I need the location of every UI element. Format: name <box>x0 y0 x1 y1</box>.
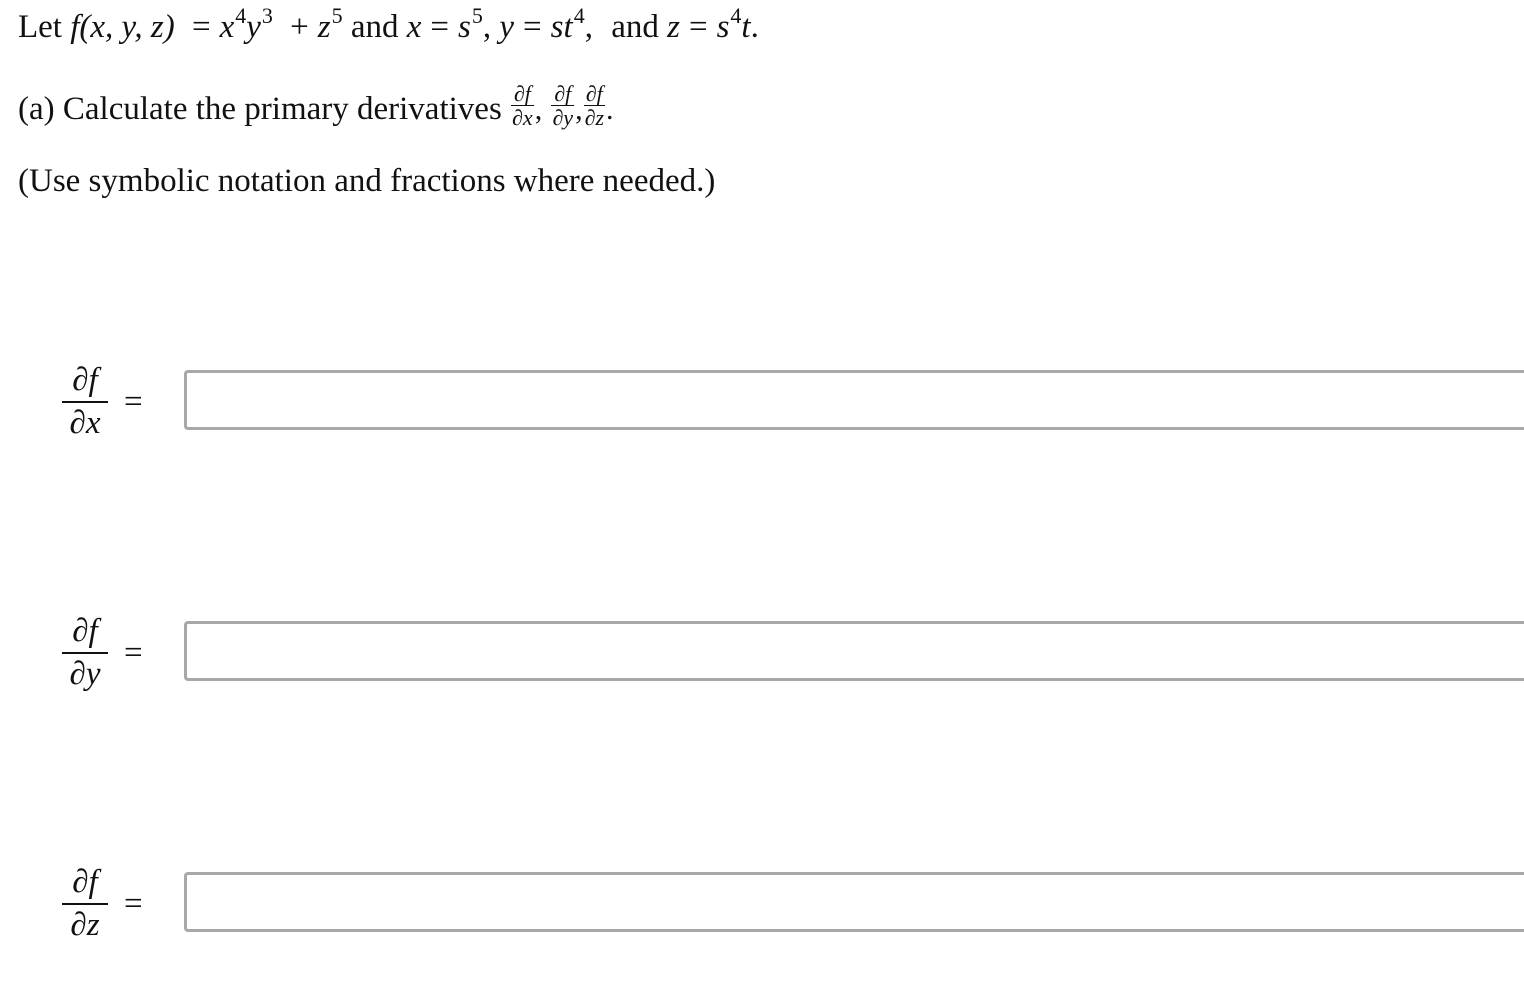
and-word-1: and <box>350 9 399 45</box>
answer-row-dy <box>62 613 1524 692</box>
exponent-z: 5 <box>331 3 343 28</box>
part-a-instruction <box>18 81 614 135</box>
derivative-denominator: ∂x <box>69 405 101 441</box>
fraction-denominator: ∂z <box>584 105 605 131</box>
answer-input-dy[interactable] <box>184 621 1524 681</box>
equals-sign-x: = <box>430 9 450 45</box>
answer-input-dz[interactable] <box>184 872 1524 932</box>
plus-sign: + <box>290 9 309 45</box>
term-x: x <box>219 9 235 45</box>
derivative-denominator: ∂z <box>70 907 100 943</box>
answer-row-dz <box>62 864 1524 943</box>
fraction-bar <box>62 652 108 654</box>
exponent-x: 4 <box>235 3 247 28</box>
inline-fraction-dy <box>551 82 574 129</box>
derivative-numerator: ∂f <box>72 613 98 649</box>
and-word-2: and <box>611 9 659 45</box>
var-y: y <box>499 9 515 45</box>
derivative-denominator: ∂y <box>69 656 101 692</box>
exponent-y: 3 <box>261 3 273 28</box>
let-word: Let <box>18 9 62 45</box>
fraction-comma-2: , <box>575 92 583 126</box>
answer-row-dx <box>62 362 1524 441</box>
fraction-comma-1: , <box>534 92 543 126</box>
var-x: x <box>406 9 422 45</box>
term-y: y <box>246 9 261 45</box>
fraction-period: . <box>606 92 614 126</box>
equals-sign: = <box>191 9 211 45</box>
period-1: . <box>750 9 759 45</box>
sub-t: t <box>741 9 751 45</box>
notation-hint: (Use symbolic notation and fractions where needed.) <box>18 163 716 199</box>
equals-sign-y: = <box>523 9 542 45</box>
derivative-numerator: ∂f <box>72 362 98 398</box>
fraction-numerator: ∂f <box>513 81 531 106</box>
sub-s2: s <box>716 9 730 45</box>
inline-fraction-dx <box>511 82 534 129</box>
derivative-label-dz <box>62 866 108 942</box>
sub-st: st <box>550 9 573 45</box>
equals-sign: = <box>124 886 143 922</box>
equals-sign: = <box>124 635 143 671</box>
derivative-label-dy <box>62 615 108 691</box>
function-definition <box>18 3 759 45</box>
derivative-label-dx <box>62 364 108 440</box>
term-z: z <box>317 9 331 45</box>
fraction-denominator: ∂x <box>512 105 533 131</box>
function-args: (x, y, z) <box>79 9 175 45</box>
var-z: z <box>667 9 680 45</box>
inline-fraction-dz <box>584 82 605 129</box>
comma-1: , <box>482 9 492 45</box>
fraction-bar <box>62 903 108 905</box>
answer-input-dx[interactable] <box>184 370 1524 430</box>
comma-2: , <box>584 9 593 45</box>
fraction-numerator: ∂f <box>585 81 603 106</box>
exponent-s2: 4 <box>730 3 742 28</box>
part-a-label: (a) Calculate the primary derivatives <box>18 91 502 128</box>
exponent-s: 5 <box>471 3 483 28</box>
function-name: f <box>70 9 80 45</box>
equals-sign: = <box>124 384 143 420</box>
fraction-denominator: ∂y <box>552 105 574 131</box>
fraction-numerator: ∂f <box>554 81 572 106</box>
equals-sign-z: = <box>688 9 708 45</box>
exponent-t: 4 <box>573 3 585 28</box>
derivative-numerator: ∂f <box>72 864 98 900</box>
fraction-bar <box>62 401 108 403</box>
sub-s: s <box>458 9 471 45</box>
